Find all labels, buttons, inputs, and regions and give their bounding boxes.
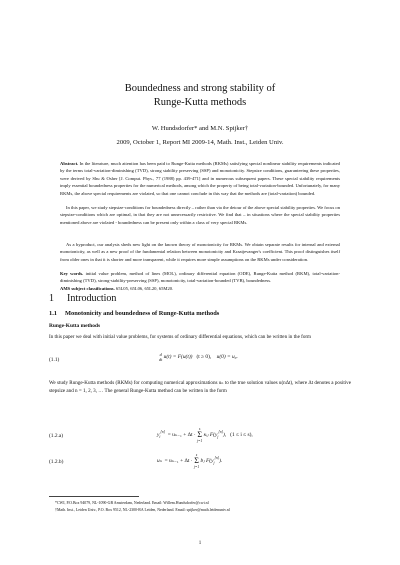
ams-text: 65L05, 65L06, 65L20, 65M20. <box>115 286 174 291</box>
equation-lhs: $y_i[n]$ <box>157 430 166 440</box>
equation-1-1 <box>49 352 351 368</box>
equation-label: (1.2.b) <box>49 459 64 465</box>
derivative-fraction: d dt <box>159 352 163 362</box>
abstract-paragraph-2: In this paper, we study stepsize-conditions for boundedness directly – rather than via the detour of the above special stability properties. We focus on stepsize-conditions which are optimal, in that they are not unnecessarily restrictive. We find that – in situations where the special stability properties mentioned above are violated - boundedness can be present only within a class of very special RKMs. <box>60 205 340 225</box>
body-paragraph-1: In this paper we deal with initial value problems, for systems of ordinary differential equations, which can be written in the form <box>49 334 312 340</box>
keywords-label: Key words. <box>60 271 84 276</box>
equation-label: (1.1) <box>49 357 60 363</box>
equation-1-2-b <box>49 452 351 474</box>
footnote-1: *CWI, P.O.Box 94079, NL-1090-GB Amsterdam, Nederland. Email: Willem.Hundsdorfer@cwi.nl <box>55 501 209 505</box>
equation-lhs: u(t) = F(u(t)) <box>163 354 193 361</box>
equation-rhs: = uₙ₋₁ + Δt · <box>167 432 196 438</box>
subsubsection-heading: Runge-Kutta methods <box>49 323 101 329</box>
paper-title-line-2: Runge-Kutta methods <box>153 97 247 108</box>
subsection-heading <box>49 310 219 317</box>
keywords-text: initial value problem, method of lines (MOL), ordinary differential equation (ODE), Runge-Kutta method (RKM), total-variation-diminishing (TVD), strong-stability-preserving (SSP), monotonicity, total-variation-bounded (TVB), boundedness. <box>60 271 341 284</box>
abstract-label: Abstract. <box>60 161 79 166</box>
equation-label: (1.2.a) <box>49 433 64 439</box>
equation-1-2-a <box>49 426 351 446</box>
section-number: 1 <box>49 293 54 304</box>
equation-body <box>157 427 253 443</box>
equation-tail: κᵢⱼ $F(y_j[n])$, <box>203 430 227 440</box>
equation-tail: bⱼ $F(y_j[n])$. <box>200 456 223 466</box>
authors: W. Hundsdorfer* and M.N. Spijker† <box>151 125 249 132</box>
equation-body <box>157 453 222 469</box>
abstract-text: In the literature, much attention has been paid to Runge-Kutta methods (RKMs) satisfying special nonlinear stability requirements indicated by the terms total-variation-diminishing (TVD), strong stability preserving (SSP) and monotonicity. Stepsize conditions, guaranteeing these properties, were derived by Shu & Osher [J. Comput. Phys., 77 (1988) pp. 439-471] and in numerous subsequent papers. These special stability requirements imply essential boundedness properties for the numerical methods, among which the property of being total-variation-bounded. Unfortunately, for many RKMs, the above special requirements are violated, so that one cannot conclude in this way that the methods are (total-variation) bounded. <box>60 161 340 196</box>
section-title: Introduction <box>67 293 117 304</box>
summation: s Σ j=1 <box>193 453 200 469</box>
report-dateline: 2009, October 1, Report MI 2009-14, Math. Inst., Leiden Univ. <box>116 139 284 146</box>
subsection-title: Monotonicity and boundedness of Runge-Kutta methods <box>65 310 220 317</box>
abstract-paragraph-3: As a byproduct, our analysis sheds new light on the known theory of monotonicity for RKMs. We obtain separate results for internal and external monotonicity, as well as a new proof of the fundamental relation between monotonicity and Kraaijevanger's coefficient. This proof distinguishes itself from older ones in that it is shorter and more transparent, while it requires more simple assumptions on the RKMs under consideration. <box>60 242 340 262</box>
ams-label: AMS subject classifications. <box>60 286 115 291</box>
equation-rhs: = uₙ₋₁ + Δt · <box>164 458 193 464</box>
equation-initial-value: u(0) = u₀. <box>216 354 238 361</box>
equation-body <box>159 352 238 362</box>
summation: s Σ j=1 <box>197 427 203 443</box>
body-paragraph-2: We study Runge-Kutta methods (RKMs) for computing numerical approximations uₙ to the true solution values u(nΔt), where Δt denotes a positive stepsize and n = 1, 2, 3, … The general Runge-Kutta method can be written in the form <box>49 380 351 394</box>
equation-condition: (1 ≤ i ≤ s), <box>230 432 253 438</box>
ams-classification <box>60 285 340 292</box>
abstract-paragraph-1 <box>60 160 340 197</box>
page-number: 1 <box>198 541 202 546</box>
equation-lhs: uₙ <box>157 458 162 464</box>
section-heading <box>49 293 116 304</box>
equation-condition: (t ≥ 0), <box>196 354 212 361</box>
keywords <box>60 270 340 285</box>
paper-title-line-1: Boundedness and strong stability of <box>124 83 276 94</box>
footnote-rule <box>49 496 139 497</box>
subsection-number: 1.1 <box>49 310 57 317</box>
footnote-2: †Math. Inst., Leiden Univ., P.O. Box 9512, NL-2300-RA Leiden, Nederland. Email: spijker@math.leidenuniv.nl <box>55 508 230 512</box>
